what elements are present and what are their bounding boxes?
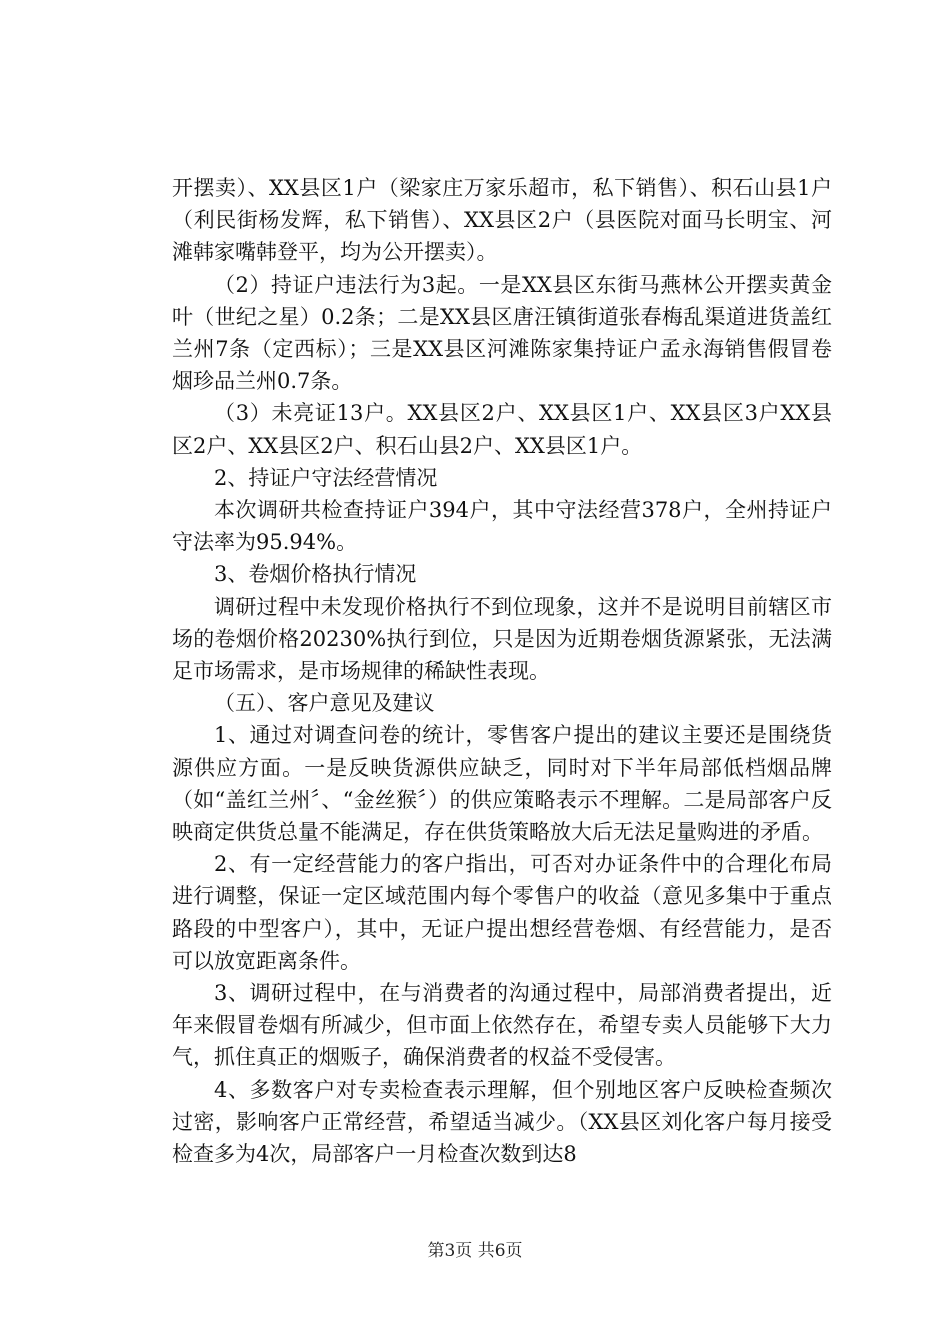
paragraph-10: 2、有一定经营能力的客户指出，可否对办证条件中的合理化布局进行调整，保证一定区域范围内每个零售户的收益（意见多集中于重点路段的中型客户），其中，无证户提出想经营卷烟、有经营能力，是否可以放宽距离条件。	[172, 852, 832, 973]
section-heading-price: 3、卷烟价格执行情况	[214, 562, 417, 587]
section-heading-compliance: 2、持证户守法经营情况	[214, 465, 438, 490]
paragraph-9: 1、通过对调查问卷的统计，零售客户提出的建议主要还是围绕货源供应方面。一是反映货源供应缺乏，同时对下半年局部低档烟品牌（如“盖红兰州〞、“金丝猴〞）的供应策略表示不理解。二是局部客户反映商定供货总量不能满足，存在供货策略放大后无法足量购进的矛盾。	[172, 723, 832, 845]
paragraph-5: 本次调研共检查持证户394户，其中守法经营378户，全州持证户守法率为95.94%。	[172, 498, 832, 555]
paragraph-1: 开摆卖）、XX县区1户（梁家庄万家乐超市，私下销售）、积石山县1户（利民街杨发辉，私下销售）、XX县区2户（县医院对面马长明宝、河滩韩家嘴韩登平，均为公开摆卖）。	[172, 176, 832, 265]
paragraph-7: 调研过程中未发现价格执行不到位现象，这并不是说明目前辖区市场的卷烟价格20230%执行到位，只是因为近期卷烟货源紧张，无法满足市场需求，是市场规律的稀缺性表现。	[172, 594, 832, 684]
section-heading-suggestions: （五）、客户意见及建议	[214, 691, 435, 716]
document-body	[172, 172, 832, 1170]
paragraph-11: 3、调研过程中，在与消费者的沟通过程中，局部消费者提出，近年来假冒卷烟有所减少，但市面上依然存在，希望专卖人员能够下大力气，抓住真正的烟贩子，确保消费者的权益不受侵害。	[172, 981, 832, 1070]
paragraph-3: （3）未亮证13户。XX县区2户、XX县区1户、XX县区3户XX县区2户、XX县区2户、积石山县2户、XX县区1户。	[172, 401, 832, 458]
paragraph-2: （2）持证户违法行为3起。一是XX县区东街马燕林公开摆卖黄金叶（世纪之星）0.2条；二是XX县区唐汪镇街道张春梅乱渠道进货盖红兰州7条（定西标）；三是XX县区河滩陈家集持证户孟永海销售假冒卷烟珍品兰州0.7条。	[172, 272, 832, 394]
page-number-footer: 第3页 共6页	[427, 1241, 523, 1261]
paragraph-12: 4、多数客户对专卖检查表示理解，但个别地区客户反映检查频次过密，影响客户正常经营，希望适当减少。（XX县区刘化客户每月接受检查多为4次，局部客户一月检查次数到达8	[172, 1077, 832, 1167]
